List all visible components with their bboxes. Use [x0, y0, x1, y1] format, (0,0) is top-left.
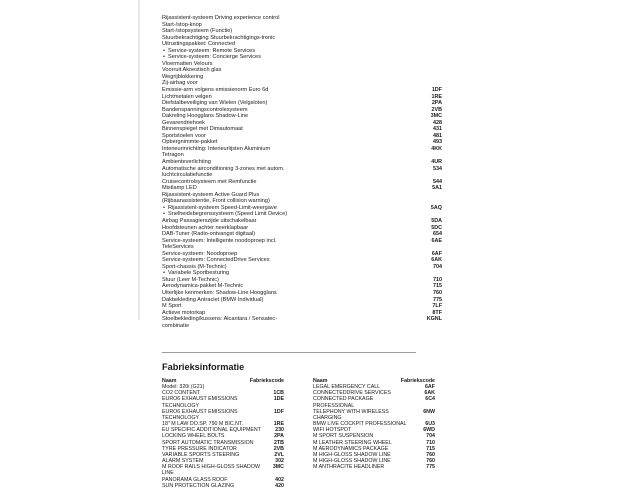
- option-text: Stuur (Leer M-Technic): [162, 276, 219, 283]
- table-row: [313, 464, 435, 470]
- option-code: 654: [433, 231, 442, 238]
- factory-name: WIFI HOTSPOT: [313, 427, 352, 434]
- option-text: Automatische airconditioning 3-zones met autom. luchtcirculatiefunctie: [162, 165, 285, 179]
- option-text: Service-systeem: Noodoproep: [162, 250, 238, 257]
- factory-code: 420: [275, 482, 284, 489]
- option-text: Dakbekleding Antraciet (BMW Individual): [162, 296, 264, 303]
- option-code: 704: [433, 263, 442, 270]
- page-edge-line: [138, 0, 140, 320]
- option-text: Actieve motorkap: [162, 309, 206, 316]
- col-name-header: Naam: [313, 378, 328, 384]
- option-text: Service-systeem: Intelligente noodoproep incl. TeleServices: [162, 237, 277, 251]
- factory-code: 6U3: [425, 421, 435, 428]
- option-code: 481: [433, 132, 442, 139]
- factory-name: CO2 CONTENT: [162, 390, 200, 397]
- option-text: • Snelheidsbegrenssysteem (Speed Limit Device): [162, 211, 290, 218]
- col-name-header: Naam: [162, 378, 177, 384]
- option-code: 493: [433, 139, 442, 146]
- option-code: 775: [433, 296, 442, 303]
- option-code: 1RE: [431, 93, 442, 100]
- option-row: [162, 192, 442, 205]
- option-row: [162, 316, 442, 329]
- factory-name: BMW LIVE COCKPIT PROFESSIONAL: [313, 421, 407, 428]
- option-text: Lichtmetalen velgen: [162, 93, 212, 100]
- option-text: Hoofdsteunen achter neerklapbaar: [162, 224, 249, 231]
- factory-name: M ROOF RAILS HIGH-GLOSS SHADOW LINE: [162, 464, 261, 477]
- option-text: Gevarendriehoek: [162, 119, 205, 126]
- option-text: Start-/stop-knop: [162, 21, 202, 28]
- option-text: Vloermatten Velours: [162, 60, 213, 67]
- factory-name: SPORT AUTOMATIC TRANSMISSION: [162, 439, 254, 446]
- option-text: Diefstalbeveiliging van Wielen (Velgsloten): [162, 100, 268, 107]
- factory-name: CONNECTEDDRIVE SERVICES: [313, 390, 391, 397]
- option-text: Bandenspanningscontrolesysteem: [162, 106, 248, 113]
- factory-code: 6AK: [424, 390, 435, 397]
- factory-name: LOCKING WHEEL BOLTS: [162, 433, 225, 440]
- option-code: 5A1: [432, 185, 442, 192]
- option-row: [162, 238, 442, 251]
- factory-name: M AERODYNAMICS PACKAGE: [313, 445, 389, 452]
- factory-name: M SPORT SUSPENSION: [313, 433, 374, 440]
- factory-name: TELEPHONY WITH WIRELESS: [313, 408, 389, 415]
- option-text: • Variabele Sportbesturing: [162, 270, 290, 277]
- factory-name: VARIABLE SPORTS STEERING: [162, 451, 240, 458]
- factory-code: 1RE: [273, 421, 284, 428]
- option-text: Opbergnimmte-pakket: [162, 139, 218, 146]
- factory-code: 775: [426, 464, 435, 471]
- option-code: 1DF: [431, 87, 442, 94]
- option-text: Ambienteverlichting: [162, 159, 211, 166]
- factory-code: 1DE: [273, 396, 284, 403]
- factory-code: 6WD: [423, 427, 435, 434]
- factory-name: EURO6 EXHAUST EMISSIONS TECHNOLOGY: [162, 396, 238, 409]
- option-text: Binnenspiegel met Dimautomaat: [162, 126, 243, 133]
- option-text: Uiterlijke kenmerken: Shadow-Line Hoogglans: [162, 289, 277, 296]
- table-row: [162, 409, 284, 421]
- option-text: Cruisecontrolsysteem met Remfunctie: [162, 178, 257, 185]
- option-code: 5AQ: [430, 204, 442, 211]
- section-heading: Fabrieksinformatie: [162, 362, 245, 372]
- option-code: 2PA: [431, 100, 442, 107]
- option-text: M Sport: [162, 303, 182, 310]
- factory-name: M HIGH-GLOSS SHADOW LINE: [313, 451, 391, 458]
- option-code: 5DC: [431, 224, 442, 231]
- option-code: 544: [433, 178, 442, 185]
- factory-table-left: [162, 378, 284, 489]
- option-text: Start-/stopsysteem (Functie): [162, 28, 233, 35]
- factory-name: M LEATHER STEERING WHEEL: [313, 439, 392, 446]
- option-text: • Service-systeem: Remote Services: [162, 48, 290, 55]
- factory-code: 402: [275, 476, 284, 483]
- factory-code: 2TB: [273, 439, 284, 446]
- option-code: 431: [433, 126, 442, 133]
- table-row: [162, 396, 284, 408]
- option-text: Interieurinrichting: Interieurlijsten Aluminium Tetragon: [162, 145, 271, 159]
- option-row: [162, 166, 442, 179]
- option-code: 715: [433, 283, 442, 290]
- option-text: Airbag Passagierszijde uitschakelbaar: [162, 217, 257, 224]
- option-text: Emissie-arm volgens emissienorm Euro 6d: [162, 87, 269, 94]
- option-code: 5DA: [431, 217, 442, 224]
- option-code: 6AF: [431, 250, 442, 257]
- option-code: 710: [433, 276, 442, 283]
- factory-code: 1CB: [273, 390, 284, 397]
- option-text: Voorruit Akoestisch glas: [162, 67, 222, 74]
- option-text: DAB-Tuner (Radio-ontvangst digitaal): [162, 231, 256, 238]
- factory-name: Model: 320i (G21): [162, 384, 205, 391]
- factory-name: M HIGH-GLOSS SHADOW LINE: [313, 458, 391, 465]
- option-code: 6AE: [431, 237, 442, 244]
- factory-name: LEGAL EMERGENCY CALL: [313, 384, 381, 391]
- factory-code: 6C4: [425, 396, 435, 403]
- factory-code: 760: [426, 451, 435, 458]
- col-code-header: Fabriekscode: [249, 378, 284, 384]
- factory-table-right: [313, 378, 435, 470]
- section-divider: [162, 352, 416, 353]
- option-text: Dakreling Hoogglans Shadow-Line: [162, 113, 249, 120]
- option-code: 2VB: [431, 106, 442, 113]
- table-row: [162, 464, 284, 476]
- option-text: Mistlamp LED: [162, 185, 197, 192]
- factory-code: 2VB: [273, 445, 284, 452]
- table-row: [162, 483, 284, 489]
- factory-name: EURO6 EXHAUST EMISSIONS TECHNOLOGY: [162, 408, 238, 421]
- factory-code: 302: [275, 458, 284, 465]
- option-text: Stoelbekleding/kussens: Alcantara / Sensatec-combinatie: [162, 316, 278, 329]
- factory-code: 715: [426, 445, 435, 452]
- option-text: Sportstoelen voor: [162, 132, 206, 139]
- factory-name: SUN PROTECTION GLAZING: [162, 482, 235, 489]
- factory-code: 6AF: [424, 384, 435, 391]
- factory-name: ALARM SYSTEM: [162, 458, 204, 465]
- document-page: [138, 0, 504, 489]
- option-text: Stuurbekrachtiging Stuurbekrachtigings-tronic: [162, 34, 276, 41]
- factory-code: 230: [275, 427, 284, 434]
- factory-code: 6NW: [423, 408, 435, 415]
- option-row: [162, 146, 442, 159]
- option-code: 760: [433, 289, 442, 296]
- option-text: Rijassistent-systeem Active Guard Plus (Rijbaanassistentie, Front collision warning): [162, 191, 270, 205]
- factory-code: 1DF: [273, 408, 284, 415]
- col-code-header: Fabriekscode: [400, 378, 435, 384]
- factory-name: TYRE PRESSURE INDICATOR: [162, 445, 237, 452]
- option-text: Service-systeem: ConnectedDrive Services: [162, 257, 270, 264]
- option-code: 6AK: [431, 257, 442, 264]
- option-text: Zij-airbag voor: [162, 80, 198, 87]
- factory-name: 18" M LAW DO.SP. 790 M BIC.NT.: [162, 421, 244, 428]
- option-code: 4KK: [431, 145, 442, 152]
- factory-name: CHARGING: [313, 414, 342, 421]
- option-text: Aerodynamica-pakket M-Technic: [162, 283, 244, 290]
- factory-code: 2PA: [274, 433, 284, 440]
- option-text: Wegrijblokkering: [162, 73, 204, 80]
- option-text: • Rijassistent-systeem Speed-Limit-weergave: [162, 205, 290, 212]
- factory-name: M ANTHRACITE HEADLINER: [313, 464, 385, 471]
- factory-name: PROFESSIONAL: [313, 402, 355, 409]
- option-code: 3MC: [430, 113, 442, 120]
- factory-code: 760: [426, 458, 435, 465]
- option-code: 534: [433, 165, 442, 172]
- factory-name: CONNECTED PACKAGE: [313, 396, 374, 403]
- option-code: 7LF: [432, 303, 442, 310]
- option-code: 8TF: [432, 309, 442, 316]
- option-text: • Service-systeem: Concierge Services: [162, 54, 290, 61]
- factory-code: 710: [426, 439, 435, 446]
- factory-name: EU SPECIFIC ADDITIONAL EQUIPMENT: [162, 427, 261, 434]
- factory-code: 2VL: [274, 451, 284, 458]
- option-code: 428: [433, 119, 442, 126]
- option-code: 4UR: [431, 159, 442, 166]
- factory-code: 3MC: [272, 464, 284, 471]
- options-list: [162, 15, 442, 329]
- option-text: Uitrustingspakket: Connected: [162, 41, 236, 48]
- option-code: KGNL: [426, 316, 442, 323]
- factory-code: 704: [426, 433, 435, 440]
- factory-name: PANORAMA GLASS ROOF: [162, 476, 228, 483]
- option-text: Sport-chassis (M-Technic): [162, 263, 227, 270]
- option-text: Rijassistent-systeem Driving experience control: [162, 15, 280, 21]
